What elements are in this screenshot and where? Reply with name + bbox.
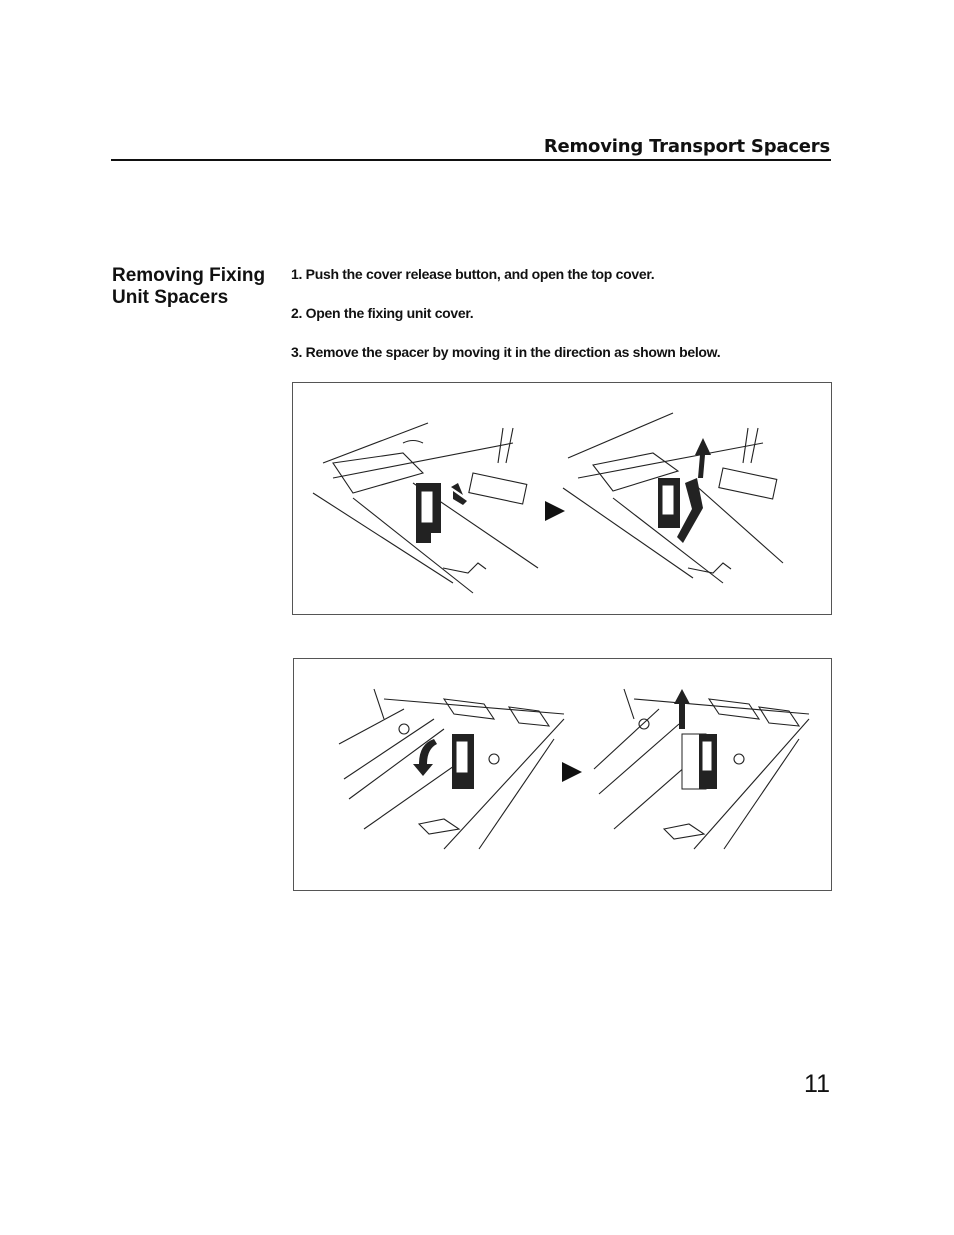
step-item: 1. Push the cover release button, and open the top cover. — [291, 266, 655, 282]
section-heading-line-1: Removing Fixing — [112, 265, 266, 286]
step-item: 2. Open the fixing unit cover. — [291, 305, 474, 321]
running-header-title: Removing Transport Spacers — [543, 136, 830, 157]
section-heading-line-2: Unit Spacers — [112, 287, 229, 308]
section-heading — [112, 265, 272, 309]
page-number: 11 — [804, 1070, 830, 1098]
header-rule — [111, 159, 831, 161]
figure-lift-spacer — [293, 658, 832, 891]
fixing-unit-illustration-icon — [293, 383, 831, 614]
step-item: 3. Remove the spacer by moving it in the direction as shown below. — [291, 344, 721, 360]
figure-slide-spacer — [292, 382, 832, 615]
step-list — [291, 265, 720, 382]
fixing-unit-illustration-icon — [294, 659, 831, 890]
